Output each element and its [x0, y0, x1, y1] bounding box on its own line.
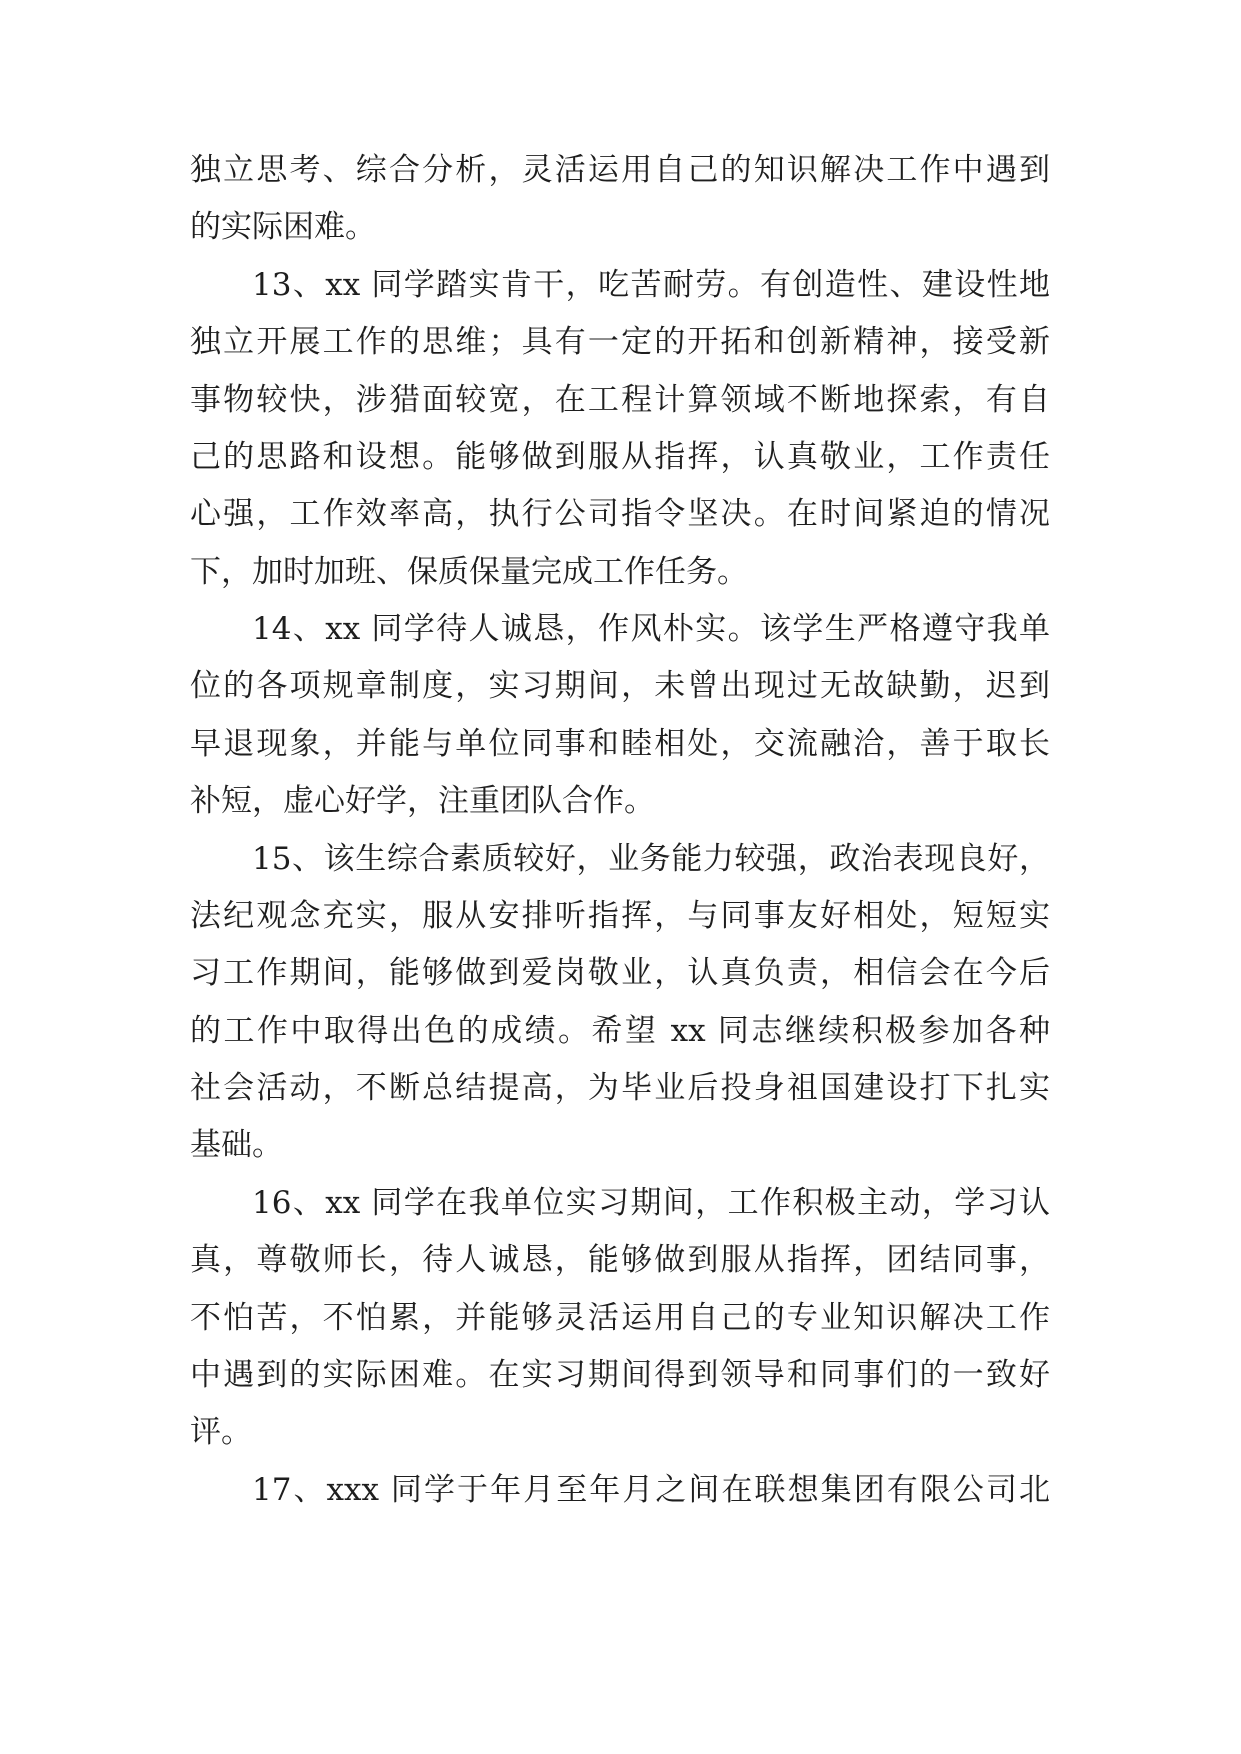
text-line: 真，尊敬师长，待人诚恳，能够做到服从指挥，团结同事， [190, 1242, 1050, 1278]
paragraph-14-start: 14、xx 同学待人诚恳，作风朴实。该学生严格遵守我单 [252, 611, 1050, 647]
text-line: 补短，虚心好学，注重团队合作。 [190, 783, 655, 819]
text-line: 社会活动，不断总结提高，为毕业后投身祖国建设打下扎实 [190, 1070, 1050, 1106]
text-line: 习工作期间，能够做到爱岗敬业，认真负责，相信会在今后 [190, 955, 1050, 991]
text-line: 己的思路和设想。能够做到服从指挥，认真敬业，工作责任 [190, 439, 1050, 475]
text-line: 评。 [190, 1414, 252, 1450]
text-line: 的工作中取得出色的成绩。希望 xx 同志继续积极参加各种 [190, 1013, 1050, 1049]
text-line: 基础。 [190, 1127, 283, 1163]
text-line: 法纪观念充实，服从安排听指挥，与同事友好相处，短短实 [190, 898, 1050, 934]
text-line: 心强，工作效率高，执行公司指令坚决。在时间紧迫的情况 [190, 496, 1050, 532]
text-line: 早退现象，并能与单位同事和睦相处，交流融洽，善于取长 [190, 726, 1050, 762]
text-line: 不怕苦，不怕累，并能够灵活运用自己的专业知识解决工作 [190, 1300, 1050, 1336]
paragraph-16-start: 16、xx 同学在我单位实习期间，工作积极主动，学习认 [252, 1185, 1050, 1221]
text-line: 位的各项规章制度，实习期间，未曾出现过无故缺勤，迟到 [190, 668, 1050, 704]
paragraph-15-start: 15、该生综合素质较好，业务能力较强，政治表现良好， [252, 841, 1050, 877]
text-line: 下，加时加班、保质保量完成工作任务。 [190, 554, 748, 590]
text-line: 独立思考、综合分析，灵活运用自己的知识解决工作中遇到 [190, 152, 1050, 188]
text-line: 独立开展工作的思维；具有一定的开拓和创新精神，接受新 [190, 324, 1050, 360]
text-line: 事物较快，涉猎面较宽，在工程计算领域不断地探索，有自 [190, 382, 1050, 418]
text-line: 的实际困难。 [190, 209, 376, 245]
paragraph-17-start: 17、xxx 同学于年月至年月之间在联想集团有限公司北 [252, 1472, 1050, 1508]
text-line: 中遇到的实际困难。在实习期间得到领导和同事们的一致好 [190, 1357, 1050, 1393]
paragraph-13-start: 13、xx 同学踏实肯干，吃苦耐劳。有创造性、建设性地 [252, 267, 1050, 303]
